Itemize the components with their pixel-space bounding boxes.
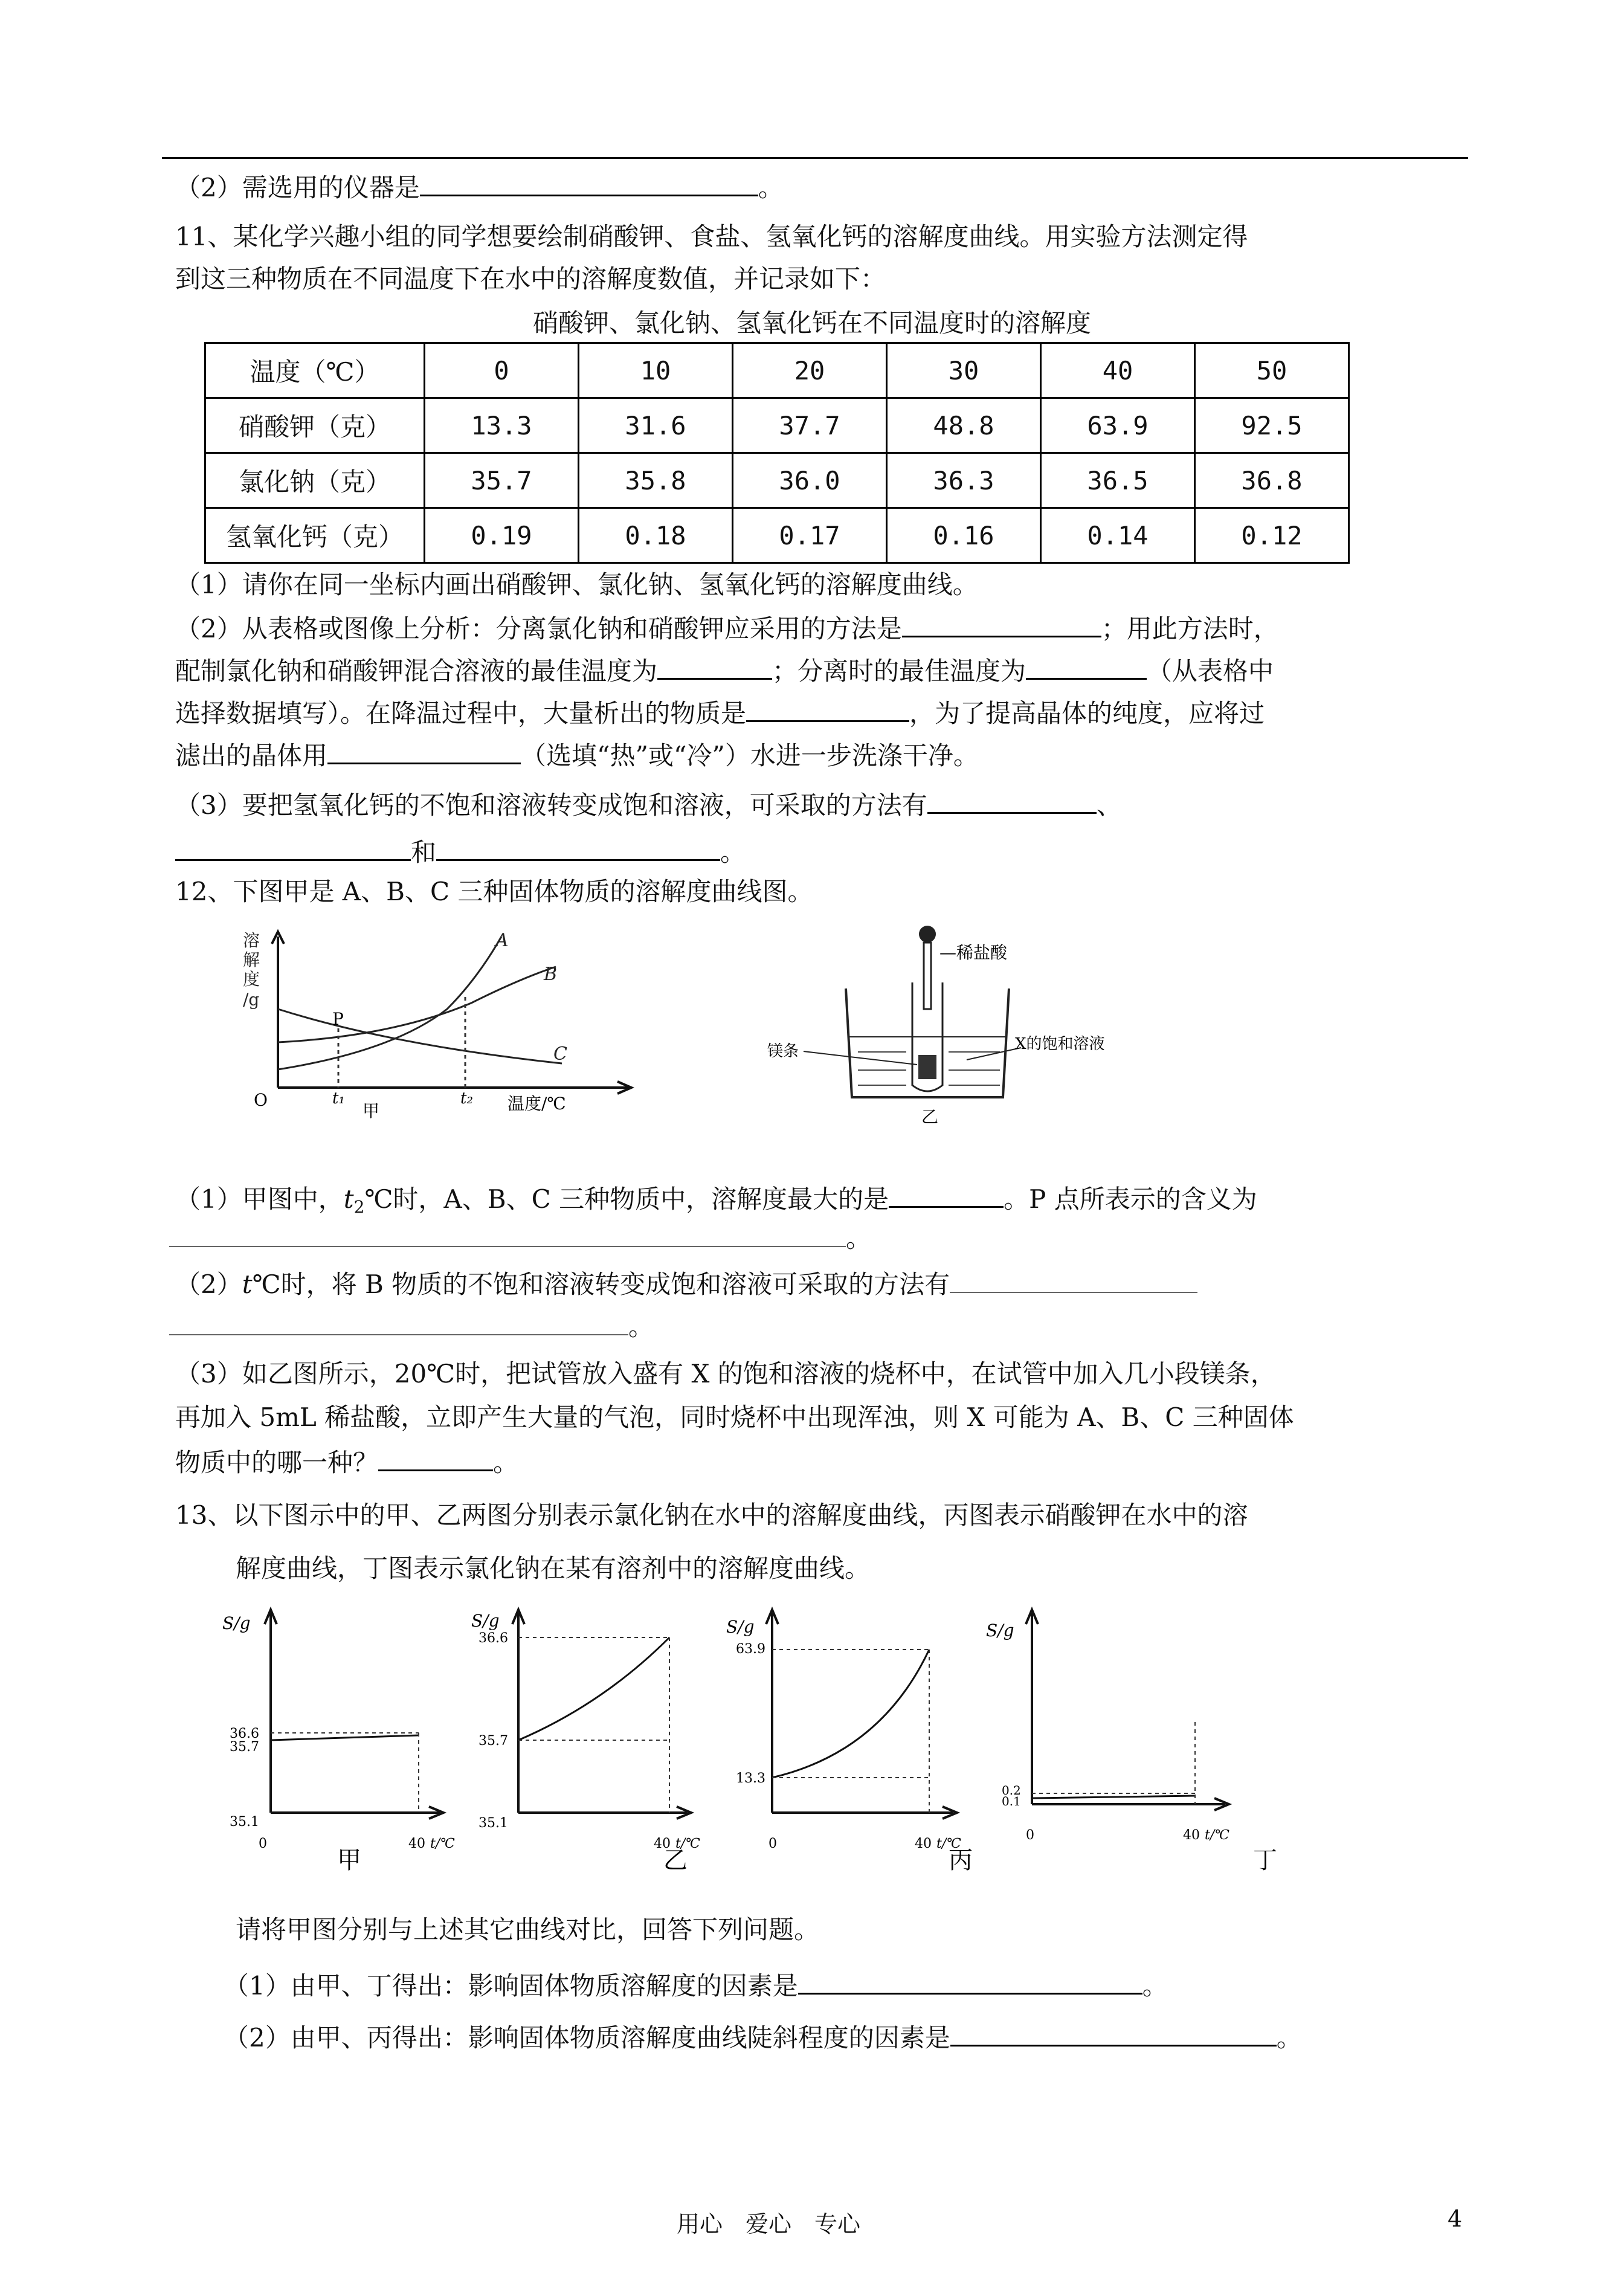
figure-jia-solubility-curves [242,924,652,1124]
table-cell: 31.6 [579,398,733,453]
text: 。 [1276,2023,1302,2053]
curve [772,1650,929,1778]
q12-p3c [175,1443,518,1481]
q11-line1: 11、某化学兴趣小组的同学想要绘制硝酸钾、食盐、氢氧化钙的溶解度曲线。用实验方法测定得 [175,222,1248,251]
q12-title: 12、下图甲是 A、B、C 三种固体物质的溶解度曲线图。 [175,877,813,906]
footer-motto: 用心 爱心 专心 [677,2211,861,2237]
answer-blank[interactable] [798,1966,1142,1995]
xlabel: t/℃ [430,1836,455,1851]
text: ；用此方法时， [1101,614,1279,643]
table-cell: 36.5 [1041,453,1195,508]
text: （从表格中 [1147,656,1274,686]
text: 配制氯化钠和硝酸钾混合溶液的最佳温度为 [175,656,658,686]
q13-p1 [224,1966,1168,2004]
origin-label: 0 [259,1836,267,1851]
graph-ding [984,1601,1298,1879]
curve-A [278,937,501,1069]
caption-jia: 甲 [362,1101,380,1121]
caption-yi: 乙 [921,1107,939,1127]
answer-blank[interactable] [327,736,521,764]
label-t2: t₂ [460,1089,473,1108]
q11-table-title: 硝酸钾、氯化钠、氢氧化钙在不同温度时的溶解度 [532,308,1091,338]
solubility-table [204,342,1350,564]
q13-intro: 请将甲图分别与上述其它曲线对比，回答下列问题。 [236,1915,820,1944]
answer-blank[interactable] [927,785,1097,814]
tick-label: 35.7 [230,1740,259,1755]
table-cell: 氯化钠（克） [205,453,425,508]
origin-label: 0 [768,1836,777,1851]
q11-p2c [175,694,1265,732]
tick-label: 35.1 [230,1814,259,1830]
table-cell: 35.7 [425,453,579,508]
answer-blank[interactable] [1026,651,1147,680]
xtick-label: 40 [915,1836,932,1851]
xlabel: 温度/℃ [507,1094,566,1114]
answer-blank[interactable] [657,651,772,680]
graph-bing [724,1601,978,1879]
q12-p3b: 再加入 5mL 稀盐酸，立即产生大量的气泡，同时烧杯中出现浑浊，则 X 可能为 A、B、C 三种固体 [175,1402,1294,1432]
text: 。 [720,837,746,867]
xtick-label: 40 [654,1836,671,1851]
xtick-label: 40 [1183,1828,1200,1843]
q10-item2 [175,168,784,206]
label-origin: O [254,1090,268,1110]
tick-label: 35.1 [478,1816,508,1831]
solution-label: X的饱和溶液 [1015,1035,1105,1053]
text: ，为了提高晶体的纯度，应将过 [909,698,1265,728]
ylabel: S/g [222,1613,251,1633]
answer-blank[interactable] [902,609,1101,637]
text: ℃时，A、B、C 三种物质中，溶解度最大的是 [364,1184,889,1214]
xlabel: t/℃ [936,1836,961,1851]
text: 、 [1096,790,1122,820]
table-cell: 37.7 [733,398,887,453]
q12-p1-cont [169,1219,871,1257]
q11-p1: （1）请你在同一坐标内画出硝酸钾、氯化钠、氢氧化钙的溶解度曲线。 [175,570,978,599]
table-cell: 20 [733,343,887,398]
punct: 。 [758,173,784,202]
caption-jia: 甲 [337,1847,361,1874]
table-header-row [205,343,1349,398]
table-cell: 50 [1195,343,1349,398]
ylabel: S/g [986,1621,1014,1640]
ylabel: S/g [471,1611,500,1631]
text: 。 [846,1224,872,1253]
q11-p3a [175,785,1122,824]
q13-line2: 解度曲线，丁图表示氯化钠在某有溶剂中的溶解度曲线。 [236,1553,871,1583]
answer-blank[interactable] [746,694,909,722]
text: ；分离时的最佳温度为 [772,656,1026,686]
tick-label: 13.3 [736,1771,765,1786]
text: （1）甲图中， [175,1184,344,1214]
dropper-tube [924,943,931,1009]
table-cell: 温度（℃） [205,343,425,398]
origin-label: 0 [1026,1828,1034,1843]
curve [518,1637,669,1740]
caption-yi: 乙 [663,1847,688,1874]
caption-ding: 丁 [1253,1847,1277,1874]
xlabel: t/℃ [1205,1828,1229,1843]
table-cell: 10 [579,343,733,398]
dropper-bulb [919,926,936,943]
table-cell: 30 [887,343,1041,398]
acid-label: —稀盐酸 [939,943,1008,963]
table-cell: 0.16 [887,508,1041,563]
q11-line2: 到这三种物质在不同温度下在水中的溶解度数值，并记录如下： [175,264,886,294]
text: 2 [353,1197,365,1217]
table-cell: 0.18 [579,508,733,563]
q11-p3b [175,833,746,871]
table-cell: 92.5 [1195,398,1349,453]
table-cell: 36.0 [733,453,887,508]
q12-p2-cont [169,1308,654,1345]
graph-jia [216,1601,464,1879]
ylabel: S/g [726,1617,755,1637]
answer-blank[interactable] [889,1179,1004,1208]
tick-label: 36.6 [230,1726,259,1741]
text: 和 [411,837,437,867]
text: （2）从表格或图像上分析：分离氯化钠和硝酸钾应采用的方法是 [175,614,902,643]
answer-blank[interactable] [175,833,411,861]
ylabel-char: 度 [243,969,260,989]
curve [271,1735,419,1740]
graph-yi [470,1601,718,1879]
page-number: 4 [1448,2205,1463,2232]
text: 。P 点所表示的含义为 [1004,1184,1257,1214]
tick-label: 63.9 [736,1642,765,1657]
label-P: P [332,1009,344,1029]
answer-blank[interactable] [420,168,758,196]
tick-label: 36.6 [478,1631,508,1646]
label-B: B [544,964,558,985]
q12-p2 [175,1265,1197,1303]
tick-label: 35.7 [478,1734,508,1749]
table-cell: 63.9 [1041,398,1195,453]
text: （2） [175,1269,242,1299]
text: t [242,1269,253,1299]
text: （选填“热”或“冷”）水进一步洗涤干净。 [521,741,979,770]
table-cell: 0.12 [1195,508,1349,563]
ylabel-char: 解 [243,950,260,970]
text: 物质中的哪一种？ [175,1448,379,1477]
label-C: C [553,1043,567,1065]
answer-blank[interactable] [169,1308,628,1335]
table-cell: 48.8 [887,398,1041,453]
text: （1）由甲、丁得出：影响固体物质溶解度的因素是 [224,1971,798,2001]
label-t1: t₁ [332,1089,345,1108]
label-A: A [495,930,509,951]
caption-bing: 丙 [949,1847,973,1874]
ylabel-char: /g [243,990,260,1010]
answer-blank[interactable] [169,1219,846,1247]
table-cell: 36.3 [887,453,1041,508]
table-cell: 0.17 [733,508,887,563]
xtick-label: 40 [408,1836,425,1851]
table-cell: 0 [425,343,579,398]
q11-p2b [175,651,1274,689]
text: （2）由甲、丙得出：影响固体物质溶解度曲线陡斜程度的因素是 [224,2023,950,2053]
mg-pointer [804,1051,917,1065]
text: t [343,1184,354,1214]
text: 滤出的晶体用 [175,741,328,770]
header-rule [162,157,1468,159]
text: ℃时，将 B 物质的不饱和溶液转变成饱和溶液可采取的方法有 [252,1269,950,1299]
table-row [205,508,1349,563]
text: 。 [493,1448,519,1477]
table-cell: 35.8 [579,453,733,508]
q11-p2a [175,609,1279,647]
tick-label: 0.1 [1002,1794,1021,1808]
q10-item2-text: （2）需选用的仪器是 [175,173,420,202]
figure-yi-apparatus [767,922,1105,1127]
q13-line1: 13、以下图示中的甲、乙两图分别表示氯化钠在水中的溶解度曲线，丙图表示硝酸钾在水中的溶 [175,1500,1248,1530]
magnesium-strips [918,1055,936,1079]
text: 。 [628,1312,654,1341]
table-cell: 40 [1041,343,1195,398]
solution-pointer [967,1048,1021,1060]
curve-C [278,1009,562,1063]
text: （3）要把氢氧化钙的不饱和溶液转变成饱和溶液，可采取的方法有 [175,790,927,820]
table-cell: 13.3 [425,398,579,453]
text: 选择数据填写）。在降温过程中，大量析出的物质是 [175,698,747,728]
xlabel: t/℃ [675,1836,700,1851]
q11-p2d [175,736,979,774]
q12-p1 [175,1179,1257,1225]
tick-label: 0.2 [1002,1783,1021,1798]
table-cell: 氢氧化钙（克） [205,508,425,563]
q13-p2 [224,2018,1302,2056]
table-cell: 硝酸钾（克） [205,398,425,453]
ylabel-char: 溶 [243,931,260,950]
table-row [205,453,1349,508]
answer-blank[interactable] [436,833,720,861]
text: 。 [1142,1971,1168,2001]
table-row [205,398,1349,453]
curve [1032,1796,1195,1798]
answer-blank[interactable] [950,2018,1277,2046]
q12-p3a: （3）如乙图所示，20℃时，把试管放入盛有 X 的饱和溶液的烧杯中，在试管中加入几小段镁条， [175,1359,1276,1389]
answer-blank[interactable] [950,1265,1197,1293]
mg-label: 镁条 [767,1042,799,1060]
table-cell: 0.19 [425,508,579,563]
table-cell: 36.8 [1195,453,1349,508]
table-cell: 0.14 [1041,508,1195,563]
curve-B [278,967,556,1042]
answer-blank[interactable] [378,1443,493,1471]
